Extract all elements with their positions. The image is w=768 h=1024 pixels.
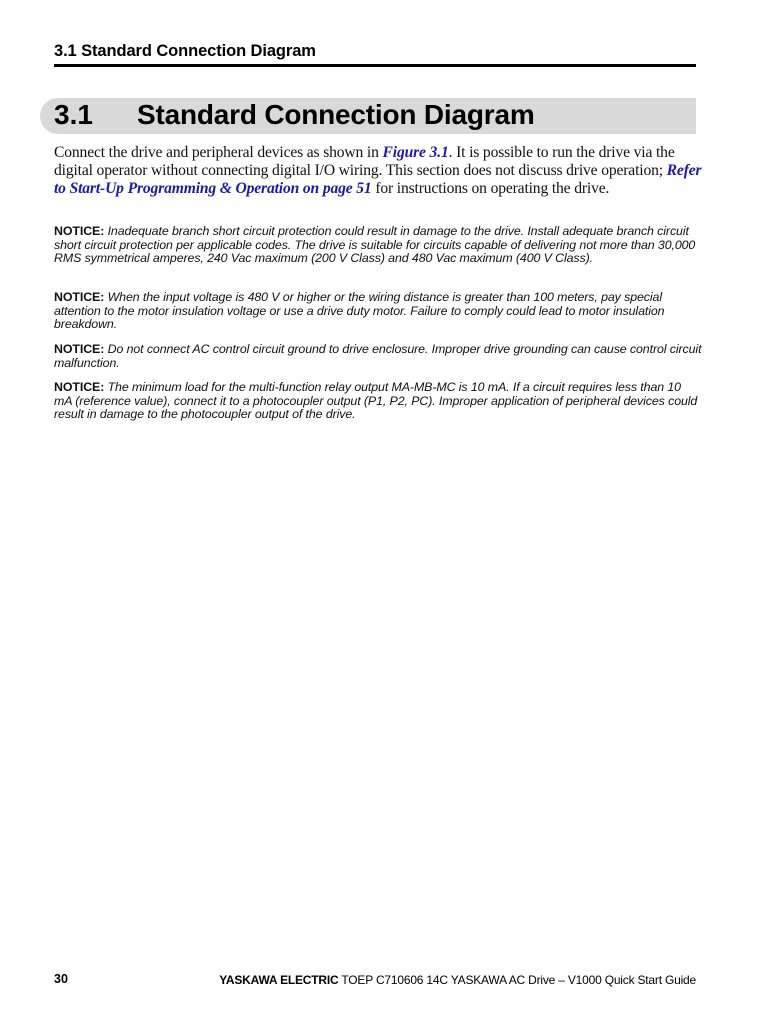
notice-text: Do not connect AC control circuit ground to drive enclosure. Improper drive grounding can cause control circuit malfunction. (54, 342, 702, 370)
header-rule (54, 64, 696, 67)
notice-motor-insulation (54, 291, 702, 332)
running-header-title: 3.1 Standard Connection Diagram (54, 42, 316, 60)
notice-text: When the input voltage is 480 V or higher or the wiring distance is greater than 100 meters, pay special attention to the motor insulation voltage or use a drive duty motor. Failure to comply could lead to motor insulation breakdown. (54, 290, 665, 332)
notice-label: NOTICE: (54, 224, 105, 238)
intro-paragraph (54, 144, 702, 199)
notice-label: NOTICE: (54, 290, 105, 304)
notice-relay-minimum-load (54, 381, 702, 422)
page-reference-link[interactable]: Refer to Start-Up Programming & Operation on page 51 (54, 162, 702, 198)
notice-grounding (54, 343, 702, 370)
page-number: 30 (54, 972, 68, 986)
section-title: Standard Connection Diagram (137, 99, 535, 130)
intro-text-1: Connect the drive and peripheral devices as shown in (54, 144, 383, 161)
section-number: 3.1 (54, 99, 93, 130)
intro-text-2: . It is possible to run the drive via the digital operator without connecting digital I/O wiring. This section does not discuss drive operation; (54, 144, 675, 180)
intro-text-3: for instructions on operating the drive. (371, 180, 610, 198)
notice-label: NOTICE: (54, 342, 105, 356)
footer-doc-id: TOEP C710606 14C YASKAWA AC Drive – V1000 Quick Start Guide (338, 973, 696, 987)
footer-document-info (219, 973, 696, 987)
notice-text: Inadequate branch short circuit protection could result in damage to the drive. Install adequate branch circuit short circuit protection per applicable codes. The drive is suitable for circuits capable of delivering not more than 30,000 RMS symmetrical amperes, 240 Vac maximum (200 V Class) and 480 Vac maximum (400 V Class). (54, 224, 696, 266)
notice-text: The minimum load for the multi-function relay output MA-MB-MC is 10 mA. If a circuit requires less than 10 mA (reference value), connect it to a photocoupler output (P1, P2, PC). Improper application of peripheral devices could result in damage to the photocoupler output of the drive. (54, 380, 698, 422)
notice-label: NOTICE: (54, 380, 105, 394)
notice-branch-protection (54, 225, 702, 266)
figure-link[interactable]: Figure 3.1 (382, 144, 449, 161)
footer-brand: YASKAWA ELECTRIC (219, 973, 339, 987)
